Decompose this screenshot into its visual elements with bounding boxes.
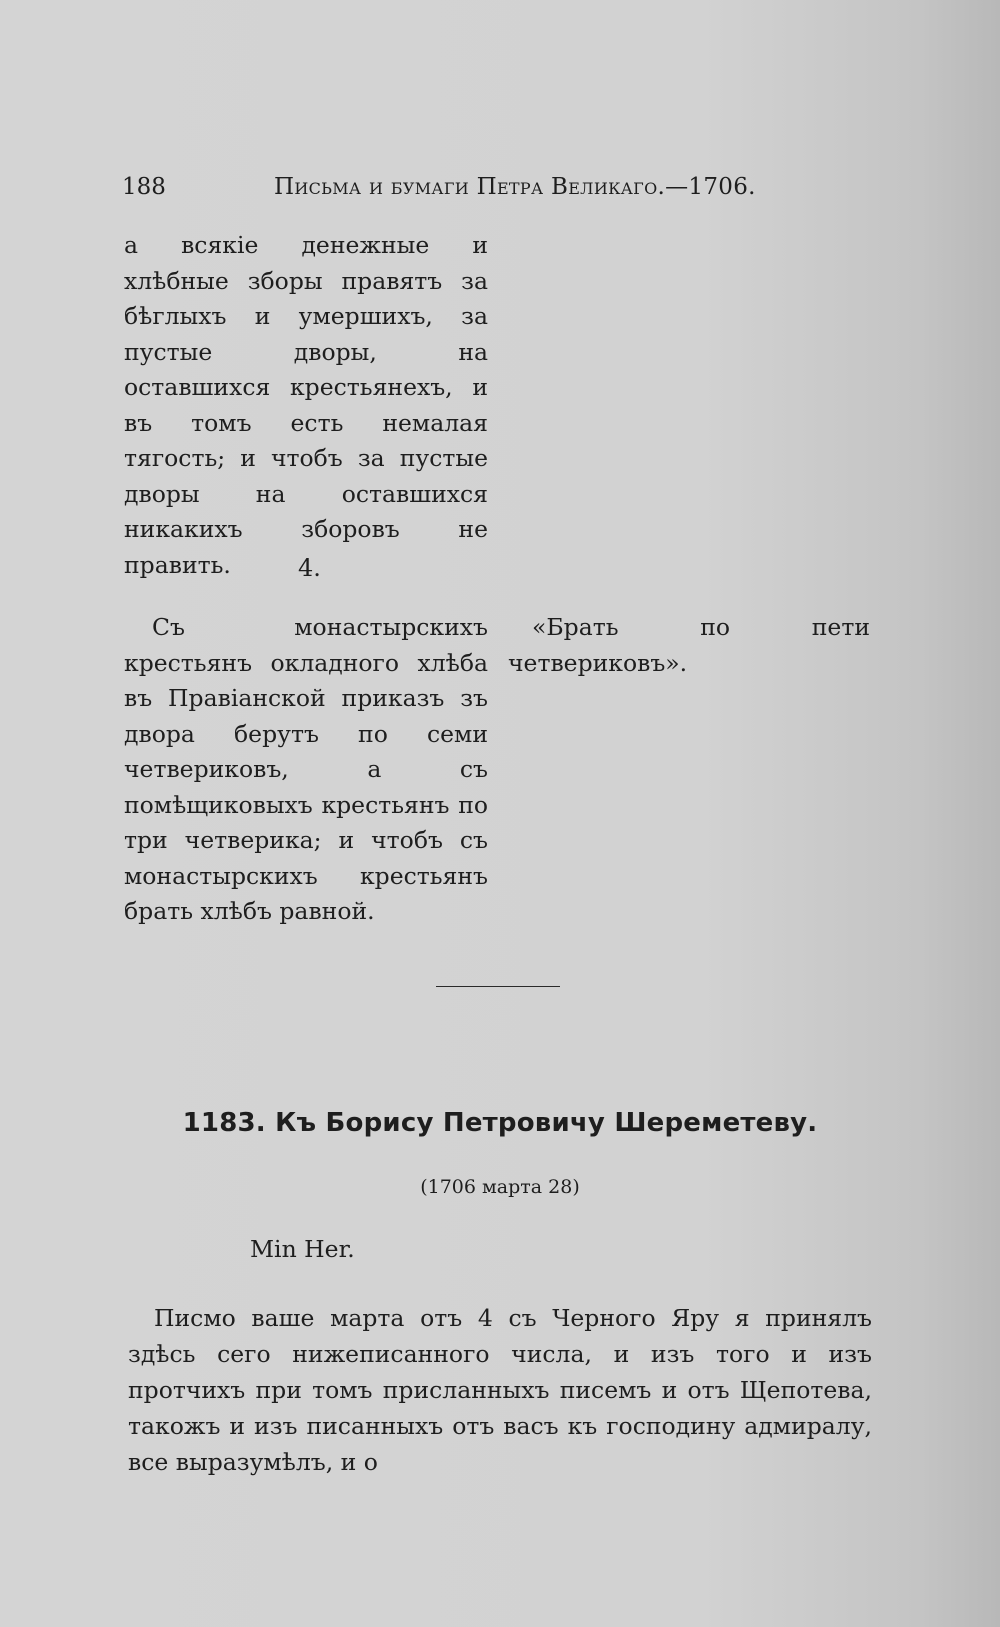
page-header — [122, 170, 756, 204]
letter-body-paragraph: Писмо ваше марта отъ 4 съ Черного Яру я принялъ здѣсь сего нижеписанного числа, и изъ того и изъ протчихъ при томъ присланныхъ писемъ и отъ Щепотева, такожъ и изъ писанныхъ отъ васъ къ господину адмиралу, все выразумѣлъ, и о — [128, 1304, 872, 1476]
page-number: 188 — [122, 174, 166, 200]
letter-body — [128, 1300, 872, 1480]
resolution-text: «Брать по пети четвериковъ». — [508, 613, 870, 677]
letter-title: 1183. Къ Борису Петровичу Шереметеву. — [182, 1108, 818, 1138]
letter-date: (1706 марта 28) — [420, 1176, 580, 1198]
running-title: Письма и бумаги Петра Великаго.—1706. — [274, 174, 756, 200]
petition-paragraph-3-continued: а всякіе денежные и хлѣбные зборы правятъ за бѣглыхъ и умершихъ, за пустые дворы, на оставшихся крестьянехъ, и въ томъ есть немалая тягость; и чтобъ за пустые дворы на оставшихся никакихъ зборовъ не править. — [124, 231, 488, 579]
petition-column-top — [124, 228, 488, 583]
section-divider — [436, 986, 560, 987]
resolution-column — [508, 610, 870, 681]
petition-paragraph-4: Съ монастырскихъ крестьянъ окладного хлѣба въ Правіанской приказъ зъ двора берутъ по семи четвериковъ, а съ помѣщиковыхъ крестьянъ по три четверика; и чтобъ съ монастырскихъ крестьянъ брать хлѣбъ равной. — [124, 613, 488, 925]
letter-salutation: Min Her. — [250, 1235, 355, 1263]
petition-column-bottom — [124, 610, 488, 930]
section-number: 4. — [298, 554, 321, 582]
